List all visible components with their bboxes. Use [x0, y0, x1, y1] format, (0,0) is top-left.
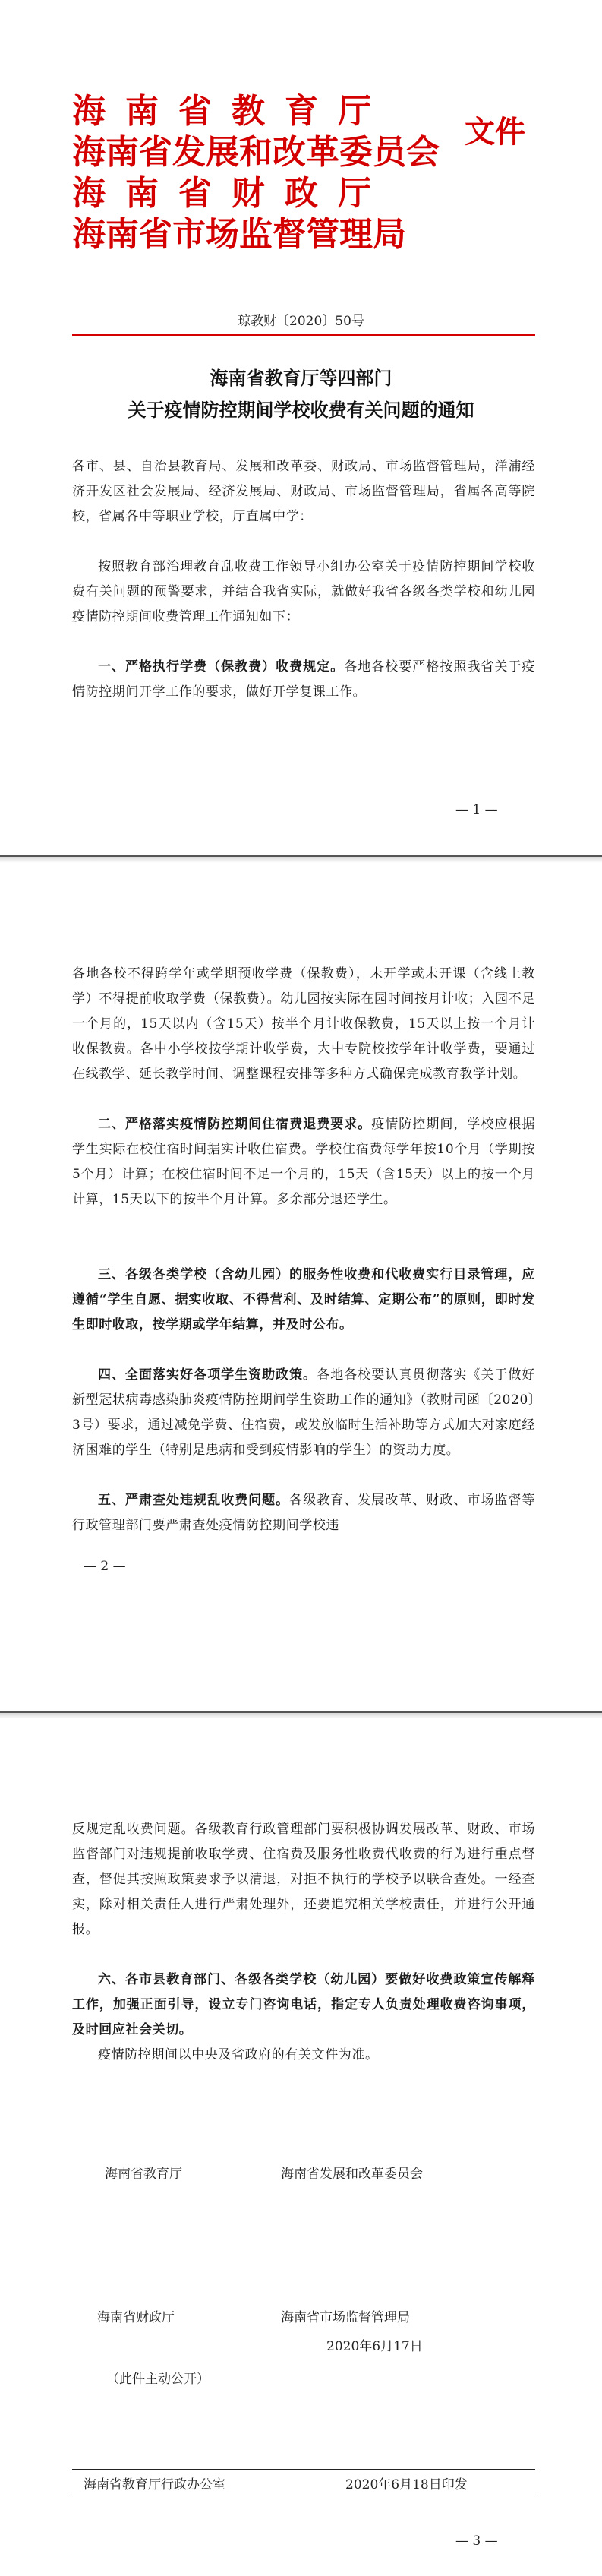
section-2-paragraph: [72, 1112, 535, 1212]
header-wenjian: 文件: [465, 114, 525, 150]
page-number-1: — 1 —: [455, 802, 498, 817]
page-separator-1: [0, 851, 602, 863]
page-1: [0, 0, 602, 851]
section-3-paragraph: 三、各级各类学校（含幼儿园）的服务性收费和代收费实行目录管理，应遵循“学生自愿、据实收取、不得营利、及时结算、定期公布”的原则，即时发生即时收取，按学期或学年结算，并及时公布。: [72, 1267, 535, 1332]
section-4-heading: 四、全面落实好各项学生资助政策。: [98, 1367, 317, 1383]
section-1-paragraph: [72, 655, 535, 705]
title-line-1: 海南省教育厅等四部门: [210, 367, 392, 389]
header-line-market: 海南省市场监督管理局: [72, 215, 406, 254]
page-separator-2: [0, 1708, 602, 1718]
closing-paragraph: 疫情防控期间以中央及省政府的有关文件为准。: [98, 2047, 379, 2062]
section-2-heading: 二、严格落实疫情防控期间住宿费退费要求。: [98, 1117, 372, 1132]
page-separator-shadow: [0, 857, 602, 863]
issue-date: 2020年6月17日: [326, 2339, 423, 2354]
footer-print-date: 2020年6月18日印发: [345, 2477, 468, 2492]
header-line-education: 海南省教育厅: [72, 92, 391, 131]
header-line-development: 海南省发展和改革委员会: [72, 133, 440, 172]
header-line-finance: 海南省财政厅: [72, 174, 391, 213]
section-4-body: 各地各校要认真贯彻落实《关于做好新型冠状病毒感染肺炎疫情防控期间学生资助工作的通知》（教财司函〔2020〕3号）要求，通过减免学费、住宿费，或发放临时生活补助等方式加大对家庭经济困难的学生（特别是患病和受到疫情影响的学生）的资助力度。: [72, 1367, 535, 1458]
footer-office: 海南省教育厅行政办公室: [84, 2477, 225, 2492]
signature-market: 海南省市场监督管理局: [281, 2310, 410, 2325]
title-line-2: 关于疫情防控期间学校收费有关问题的通知: [128, 399, 474, 421]
page-3: [0, 1718, 602, 2576]
page-number-2: — 2 —: [84, 1559, 126, 1574]
section-5-paragraph: [72, 1488, 535, 1538]
section-1-heading: 一、严格执行学费（保教费）收费规定。: [98, 659, 345, 675]
section-4-paragraph: [72, 1363, 535, 1463]
section-5-heading: 五、严肃查处违规乱收费问题。: [98, 1493, 290, 1508]
addressees: 各市、县、自治县教育局、发展和改革委、财政局、市场监督管理局，洋浦经济开发区社会发展局、经济发展局、财政局、市场监督管理局，省属各高等院校，省属各中等职业学校，厅直属中学：: [72, 459, 535, 524]
section-2-body: 疫情防控期间，学校应根据学生实际在校住宿时间据实计收住宿费。学校住宿费每学年按10个月（学期按5个月）计算；在校住宿时间不足一个月的，15天（含15天）以上的按一个月计算，15天以下的按半个月计算。多余部分退还学生。: [72, 1117, 536, 1207]
section-5-body-continued: 反规定乱收费问题。各级教育行政管理部门要积极协调发展改革、财政、市场监督部门对违规提前收取学费、住宿费及服务性收费代收费的行为进行重点督查，督促其按照政策要求予以清退，对拒不执行的学校予以联合查处。一经查实，除对相关责任人进行严肃处理外，还要追究相关学校责任，并进行公开通报。: [72, 1822, 535, 1937]
public-note: （此件主动公开）: [106, 2372, 210, 2387]
footer-rule-top: [72, 2469, 535, 2470]
signature-development: 海南省发展和改革委员会: [281, 2167, 423, 2182]
page-number-3: — 3 —: [455, 2533, 498, 2549]
page-2: [0, 863, 602, 1708]
section-1-body-continued: 各地各校不得跨学年或学期预收学费（保教费），未开学或未开课（含线上教学）不得提前收取学费（保教费）。幼儿园按实际在园时间按月计收；入园不足一个月的，15天以内（含15天）按半个月计收保教费，15天以上按一个月计收保教费。各中小学校按学期计收学费，大中专院校按学年计收学费，要通过在线教学、延长教学时间、调整课程安排等多种方式确保完成教育教学计划。: [72, 966, 535, 1082]
section-1-body-part1: 各地各校要严格按照我省关于疫情防控期间开学工作的要求，做好开学复课工作。: [72, 659, 535, 700]
signature-finance: 海南省财政厅: [97, 2310, 175, 2325]
document-number: 琼教财〔2020〕50号: [238, 314, 364, 329]
red-divider: [72, 334, 535, 336]
section-6-paragraph: 六、各市县教育部门、各级各类学校（幼儿园）要做好收费政策宣传解释工作，加强正面引导，设立专门咨询电话，指定专人负责处理收费咨询事项，及时回应社会关切。: [72, 1972, 535, 2037]
signature-education: 海南省教育厅: [105, 2167, 182, 2182]
section-5-body-part1: 各级教育、发展改革、财政、市场监督等行政管理部门要严肃查处疫情防控期间学校违: [72, 1493, 535, 1533]
intro-paragraph: 按照教育部治理教育乱收费工作领导小组办公室关于疫情防控期间学校收费有关问题的预警要求，并结合我省实际，就做好我省各级各类学校和幼儿园疫情防控期间收费管理工作通知如下：: [72, 559, 535, 624]
